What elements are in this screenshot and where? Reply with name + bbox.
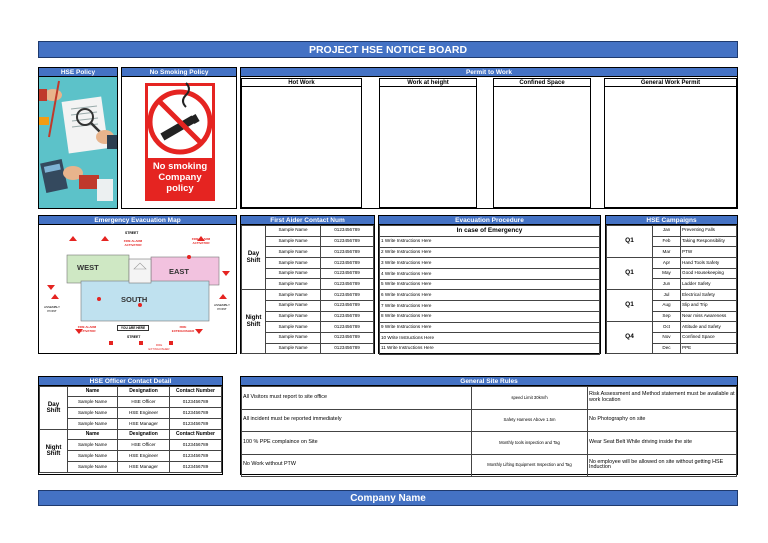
first-aider-number: 0123456789 [321,300,374,311]
site-rule: Safety Harness Above 1.5m [472,409,588,432]
column-header: Contact Number [170,430,222,440]
map-label-fire-alarm: FIRE ALARM ACTIVATOR [123,239,143,247]
table-row [40,408,222,419]
evacuation-step: 7 Write Instructions Here [380,301,600,312]
first-aider-number: 0123456789 [321,290,374,301]
site-rule: No Photography on site [588,409,737,432]
hse-policy-illustration [39,77,117,208]
hse-policy-image [38,76,118,209]
column-header: Contact Number [170,387,222,397]
officer-number: 0123456789 [170,397,222,408]
first-aider-name: Sample Name [266,290,321,301]
first-aider-name: Sample Name [266,226,321,237]
campaign-topic: PTW [681,247,737,258]
evacuation-map-title: Emergency Evacuation Map [38,215,237,224]
column-header: Name [68,430,118,440]
evacuation-step: 5 Write Instructions Here [380,279,600,290]
campaign-month: Nov [653,332,681,343]
campaigns-panel [605,215,738,354]
officer-number: 0123456789 [170,440,222,451]
campaign-month: Sep [653,311,681,322]
table-row [380,343,600,354]
first-aider-name: Sample Name [266,247,321,258]
table-row [380,258,600,269]
first-aider-name: Sample Name [266,236,321,247]
campaign-month: Mar [653,247,681,258]
table-row [40,430,222,440]
permit-column-label: Work at height [380,79,476,87]
evacuation-procedure-subtitle: In case of Emergency [380,226,600,237]
first-aider-name: Sample Name [266,258,321,269]
table-row [380,311,600,322]
first-aider-name: Sample Name [266,343,321,354]
officer-name: Sample Name [68,440,118,451]
map-label-fire-extinguisher: FIRE EXTINGUISHER [171,325,195,333]
officer-designation: HSE Officer [118,440,170,451]
map-label-assembly: ASSEMBLY POINT [44,305,60,313]
table-row [242,432,737,455]
campaign-month: Aug [653,300,681,311]
first-aider-name: Sample Name [266,332,321,343]
site-rule: Risk Assessment and Method statement must be available at work location [588,387,737,410]
evacuation-step: 2 Write Instructions Here [380,247,600,258]
evacuation-step: 9 Write Instructions Here [380,322,600,333]
column-header: Name [68,387,118,397]
site-rule: No Work without PTW [242,454,472,477]
board-title: PROJECT HSE NOTICE BOARD [308,44,468,56]
campaign-month: Apr [653,258,681,269]
map-label-fire-alarm: FIRE ALARM ACTIVATOR [77,325,97,333]
table-row [40,440,222,451]
first-aider-number: 0123456789 [321,279,374,290]
first-aider-number: 0123456789 [321,343,374,354]
evacuation-procedure-body [378,224,601,354]
permit-column-label: Confined Space [494,79,590,87]
campaign-topic: Good Housekeeping [681,268,737,279]
site-rule: Wear Seat Belt While driving inside the site [588,432,737,455]
first-aider-name: Sample Name [266,311,321,322]
campaigns-body [605,224,738,354]
map-label-street-top: STREET [125,231,139,235]
day-shift-label: Day Shift [40,387,68,430]
no-smoking-panel [121,67,237,209]
campaign-topic: Slip and Trip [681,300,737,311]
permit-hot-work [241,78,362,208]
permit-work-at-height [379,78,477,208]
evacuation-step: 11 Write Instructions Here [380,343,600,354]
table-row [607,226,737,237]
map-label-south: SOUTH [121,295,148,304]
no-smoking-sign [121,76,237,209]
table-row [380,333,600,344]
evacuation-map [38,224,237,354]
officer-name: Sample Name [68,451,118,462]
map-label-east: EAST [169,267,190,276]
hse-policy-panel [38,67,118,209]
table-row [242,409,737,432]
evacuation-step: 6 Write Instructions Here [380,290,600,301]
officer-name: Sample Name [68,397,118,408]
permit-column-label: Hot Work [242,79,361,87]
board-title-bar [38,41,738,58]
permit-general-work [604,78,737,208]
campaign-month: Oct [653,322,681,333]
column-header: Designation [118,430,170,440]
campaign-month: Feb [653,236,681,247]
table-row [40,419,222,430]
officer-contacts-title: HSE Officer Contact Detail [38,376,223,385]
table-row [40,397,222,408]
table-row [380,226,600,237]
officer-name: Sample Name [68,419,118,430]
quarter-label: Q1 [607,258,653,290]
table-row [607,290,737,301]
permit-title: Permit to Work [240,67,738,76]
evacuation-procedure-title: Evacuation Procedure [378,215,601,224]
footer-bar [38,490,738,506]
evacuation-step: 10 Write Instructions Here [380,333,600,344]
campaigns-table [606,225,737,354]
campaign-topic: Taking Responsibility [681,236,737,247]
first-aider-number: 0123456789 [321,236,374,247]
permit-body [240,76,738,209]
first-aider-table [241,225,374,354]
map-label-street-bottom: STREET [127,335,141,339]
site-rule: All incident must be reported immediately [242,409,472,432]
table-row [40,451,222,462]
table-row [607,258,737,269]
evacuation-procedure-table [379,225,600,355]
campaigns-title: HSE Campaigns [605,215,738,224]
officer-number: 0123456789 [170,408,222,419]
map-label-west: WEST [77,263,99,272]
first-aider-number: 0123456789 [321,226,374,237]
campaign-topic: Ladder Safety [681,279,737,290]
officer-contacts-table [39,386,222,473]
campaign-month: Jun [653,279,681,290]
first-aider-name: Sample Name [266,279,321,290]
campaign-topic: Near miss Awareness [681,311,737,322]
quarter-label: Q4 [607,322,653,354]
campaign-topic: PPE [681,343,737,354]
first-aider-panel [240,215,375,354]
officer-name: Sample Name [68,462,118,473]
officer-contacts-panel [38,376,223,475]
officer-designation: HSE Engineer [118,451,170,462]
first-aider-number: 0123456789 [321,247,374,258]
table-row [40,387,222,397]
map-label-you-are-here: YOU ARE HERE [117,325,149,331]
first-aider-name: Sample Name [266,322,321,333]
table-row [380,247,600,258]
quarter-label: Q1 [607,226,653,258]
officer-number: 0123456789 [170,462,222,473]
campaign-topic: Attitude and Safety [681,322,737,333]
table-row [380,279,600,290]
site-rules-body [240,385,738,475]
officer-name: Sample Name [68,408,118,419]
first-aider-name: Sample Name [266,300,321,311]
table-row [380,269,600,280]
company-name: Company Name [350,493,426,504]
no-smoking-title: No Smoking Policy [121,67,237,76]
campaign-topic: Hand Tools Safety [681,258,737,269]
night-shift-label: Night Shift [242,290,266,354]
site-rule: No employee will be allowed on site without getting HSE Induction [588,454,737,477]
column-header: Designation [118,387,170,397]
campaign-month: May [653,268,681,279]
site-rule: speed Limit 30km/h [472,387,588,410]
officer-number: 0123456789 [170,451,222,462]
campaign-topic: Preventing Falls [681,226,737,237]
officer-designation: HSE Manager [118,462,170,473]
site-rules-title: General Site Rules [240,376,738,385]
no-smoking-sign-text: No smoking Company policy [152,161,208,194]
map-label-fire-extinguisher: FIRE EXTINGUISHER [148,343,170,351]
evacuation-procedure-panel [378,215,601,354]
first-aider-name: Sample Name [266,268,321,279]
site-rule: All Visitors must report to site office [242,387,472,410]
first-aider-title: First Aider Contact Num [240,215,375,224]
officer-designation: HSE Engineer [118,408,170,419]
day-shift-label: Day Shift [242,226,266,290]
site-rules-table [241,386,737,477]
map-label-assembly: ASSEMBLY POINT [214,303,230,311]
evacuation-step: 4 Write Instructions Here [380,269,600,280]
first-aider-number: 0123456789 [321,268,374,279]
table-row [380,237,600,248]
campaign-month: Dec [653,343,681,354]
evacuation-step: 3 Write Instructions Here [380,258,600,269]
site-rule: Monthly tools inspection and Tag [472,432,588,455]
table-row [40,462,222,473]
first-aider-number: 0123456789 [321,311,374,322]
site-rule: 100 % PPE complaince on Site [242,432,472,455]
campaign-topic: Confined Space [681,332,737,343]
permit-confined-space [493,78,591,208]
campaign-topic: Electrical Safety [681,290,737,301]
evacuation-map-panel [38,215,237,354]
officer-designation: HSE Manager [118,419,170,430]
campaign-month: Jan [653,226,681,237]
first-aider-body [240,224,375,354]
map-label-fire-alarm: FIRE ALARM ACTIVATOR [191,237,211,245]
table-row [380,301,600,312]
table-row [242,387,737,410]
table-row [242,226,374,237]
first-aider-number: 0123456789 [321,322,374,333]
evacuation-step: 8 Write Instructions Here [380,311,600,322]
site-rules-panel [240,376,738,475]
site-rule: Monthly Lifting Equipment Inspection and Tag [472,454,588,477]
table-row [242,290,374,301]
first-aider-number: 0123456789 [321,258,374,269]
quarter-label: Q1 [607,290,653,322]
permit-panel [240,67,738,209]
hse-policy-title: HSE Policy [38,67,118,76]
table-row [380,322,600,333]
campaign-month: Jul [653,290,681,301]
officer-number: 0123456789 [170,419,222,430]
table-row [607,322,737,333]
first-aider-number: 0123456789 [321,332,374,343]
table-row [380,290,600,301]
table-row [242,454,737,477]
evacuation-step: 1 Write Instructions Here [380,237,600,248]
night-shift-label: Night Shift [40,430,68,473]
officer-designation: HSE Officer [118,397,170,408]
permit-column-label: General Work Permit [605,79,736,87]
officer-contacts-body [38,385,223,475]
